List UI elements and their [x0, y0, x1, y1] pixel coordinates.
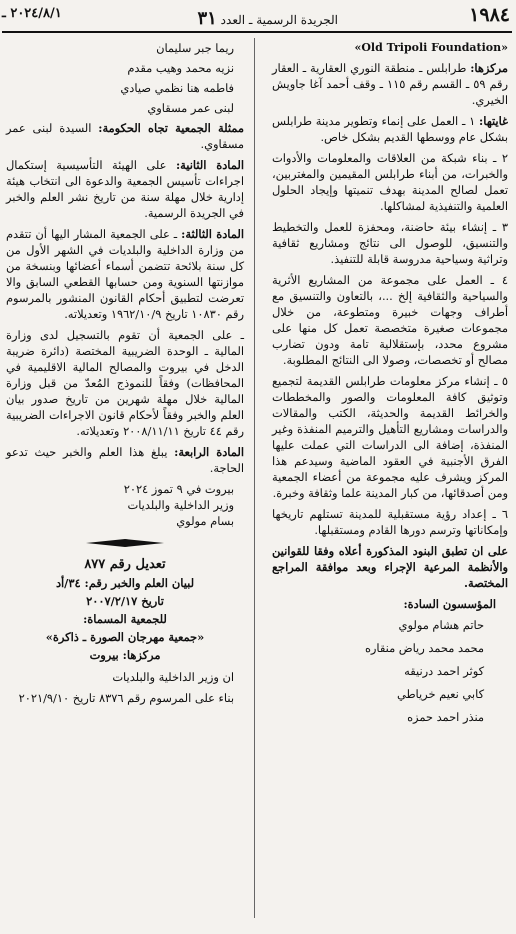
article-4 — [6, 444, 244, 476]
gov-rep-label: ممثلة الجمعية تجاه الحكومة: — [98, 121, 244, 135]
amendment-title: تعديل رقم ٨٧٧ — [84, 557, 166, 572]
amendment-hq-label: مركزها: — [122, 648, 161, 662]
founder-name: محمد محمد رياض منقاره — [364, 641, 484, 655]
amendment-statement-ref: لبيان العلم والخبر رقم: ٣٤/أد — [55, 576, 195, 590]
article-3 — [6, 226, 244, 322]
gov-rep-text: السيدة لبنى عمر مسقاوي. — [6, 121, 244, 151]
page-header — [2, 4, 510, 32]
publication-title — [198, 8, 339, 29]
minister-title: وزير الداخلية والبلديات — [127, 498, 234, 512]
article-4-label: المادة الرابعة: — [174, 445, 245, 459]
goal-text: ١ ـ العمل على إنماء وتطوير مدينة طرابلس بشكل عام ووسطها القديم بشكل خاص. — [272, 114, 508, 144]
amendment-body-line: ان وزير الداخلية والبلديات — [112, 670, 234, 684]
goal-item: ٦ ـ إعداد رؤية مستقبلية للمدينة تستلهم تاريخها وإمكاناتها وترسم دورها القادم ومستقبلها. — [272, 507, 508, 537]
amendment-body-line: بناء على المرسوم رقم ٨٣٧٦ تاريخ ٢٠٢١/٩/١٠ — [18, 691, 234, 705]
article-2 — [6, 157, 244, 221]
goal-item: ٢ ـ بناء شبكة من العلاقات والمعلومات والأدوات والخبرات، من أبناء طرابلس المقيمين والمغتربين، تعمل لصالح المدينة بهدف تنميتها وإيجاد الحلول العلمية والتنفيذية لمشاكلها. — [272, 151, 508, 213]
amendment-hq-value: بيروت — [89, 648, 119, 662]
issue-number: ٣١ — [197, 8, 217, 29]
founder-name: كابي نعيم خرياطي — [396, 687, 484, 701]
article-2-label: المادة الثانية: — [175, 158, 244, 172]
hq-paragraph — [272, 60, 508, 108]
founder-name: منذر احمد حمزه — [407, 710, 484, 724]
goal-item: ٣ ـ إنشاء بيئة حاضنة، ومحفزة للعمل والتخطيط والتنسيق، للوصول الى نتائج ومشاريع ثقافية وتراثية وسياحية مدروسة قابلة للتنفيذ. — [272, 220, 508, 266]
amendment-date: تاريخ ٢٠٠٧/٢/١٧ — [86, 594, 164, 608]
place-date: بيروت في ٩ تموز ٢٠٢٤ — [123, 482, 234, 496]
page-number: ١٩٨٤ — [469, 4, 510, 26]
hq-label: مركزها: — [470, 61, 508, 75]
goal-paragraph — [272, 113, 508, 145]
column-divider — [254, 38, 255, 918]
section-divider-ornament — [86, 539, 164, 547]
gov-representative — [6, 120, 244, 152]
tax-registration-paragraph: ـ على الجمعية أن تقوم بالتسجيل لدى وزارة المالية ـ الوحدة الضريبية المختصة (دائرة ضريبة الدخل في بيروت والمصالح المالية الاقليمية في المحافظات) وفقاً للنموذج المُعدّ من قبل وزارة المالية خلال مهلة شهرين من تاريخ صدور بيان العلم والخبر وفقاً لأحكام قانون الاجراءات الضريبية رقم ٤٤ تاريخ ٢٠٠٨/١١/١١ وتعديلاته. — [6, 328, 244, 438]
article-2-text: على الهيئة التأسيسية إستكمال اجراءات تأسيس الجمعية والدعوة الى انتخاب هيئة إدارية خلال مهلة سنة من تاريخ نشر العلم والخبر في الجريدة الرسمية. — [6, 158, 244, 220]
issue-date: ٢٠٢٤/٨/١ ـ — [2, 6, 62, 21]
goal-item: ٤ ـ العمل على مجموعة من المشاريع الأثرية والسياحية والثقافية إلخ ...، بالتعاون والتنسيق مع أطراف وجهات خبيرة ومتطوعة، من خلال مجموعات صغيرة متخصصة تعمل كل منها على مشروع محدد، بإستقلالية تامة ودون تضارب مصالح أو تخصصات، وصولا الى النتائج المطلوبة. — [272, 273, 508, 367]
founder-name: نزيه محمد وهيب مقدم — [127, 61, 234, 75]
hq-text: طرابلس ـ منطقة النوري العقارية ـ العقار رقم ٥٩ ـ القسم رقم ١١٥ ـ وقف أحمد آغا جاويش الخيري. — [272, 61, 508, 107]
founders-list-continued — [6, 40, 244, 116]
article-4-text: يبلغ هذا العلم والخبر حيث تدعو الحاجة. — [6, 445, 244, 475]
goal-item: ٥ ـ إنشاء مركز معلومات طرابلس القديمة لتجميع وتوثيق كافة المعلومات والصور والمخططات والخرائط القديمة والحديثة، الكتب والمقالات والدراسات ومشاريع التأهيل والترميم المنفذة وغير المنفذة، إضافة الى الدراسات التي عملت عليها الفرق الأجنبية في العقود الماضية وسيدعم هذا المركز ويشرف عليه مجموعة من أعضاء الجمعية ومن أصدقائها، من كبار المدينة علما وثقافة وخبرة. — [272, 374, 508, 500]
founders-label: المؤسسون السادة: — [403, 597, 496, 611]
founder-name: كوثر احمد درنيقه — [404, 664, 484, 678]
right-column — [272, 40, 508, 732]
amendment-hq — [6, 647, 244, 663]
founder-name: ريما جبر سليمان — [156, 41, 234, 55]
founder-name: لبنى عمر مسقاوي — [147, 101, 234, 115]
founders-list — [272, 617, 508, 725]
article-3-label: المادة الثالثة: — [181, 227, 244, 241]
founder-name: حاتم هشام مولوي — [398, 618, 484, 632]
article-3-text: ـ على الجمعية المشار اليها أن تتقدم من وزارة الداخلية والبلديات في الشهر الأول من كل سنة بلائحة تتضمن أسماء أعضائها وبنسخة من موازنتها السنوية ومن حسابها القطعي السابق والا تعرضت لتطبيق أحكام القانون المنشور بالمرسوم رقم ١٠٨٣٠ تاريخ ١٩٦٢/١٠/٩ وتعديلاته. — [6, 227, 244, 321]
association-latin-name: «Old Tripoli Foundation» — [354, 41, 508, 54]
left-column — [6, 40, 244, 711]
founder-name: فاطمه هنا نظمي صيادي — [120, 81, 234, 95]
compliance-note: على ان تطبق البنود المذكورة أعلاه وفقا للقوانين والأنظمة المرعية الإجراء وبعد موافقة المراجع المختصة. — [272, 544, 508, 590]
amendment-association-name: «جمعية مهرجان الصورة ـ ذاكرة» — [45, 630, 205, 644]
publication-prefix: الجريدة الرسمية ـ العدد — [220, 13, 338, 27]
goal-label: غايتها: — [479, 114, 508, 128]
amendment-named-label: للجمعية المسماة: — [83, 612, 167, 626]
header-rule — [2, 31, 512, 33]
signature-block — [6, 481, 244, 529]
minister-name: بسام مولوي — [176, 514, 234, 528]
